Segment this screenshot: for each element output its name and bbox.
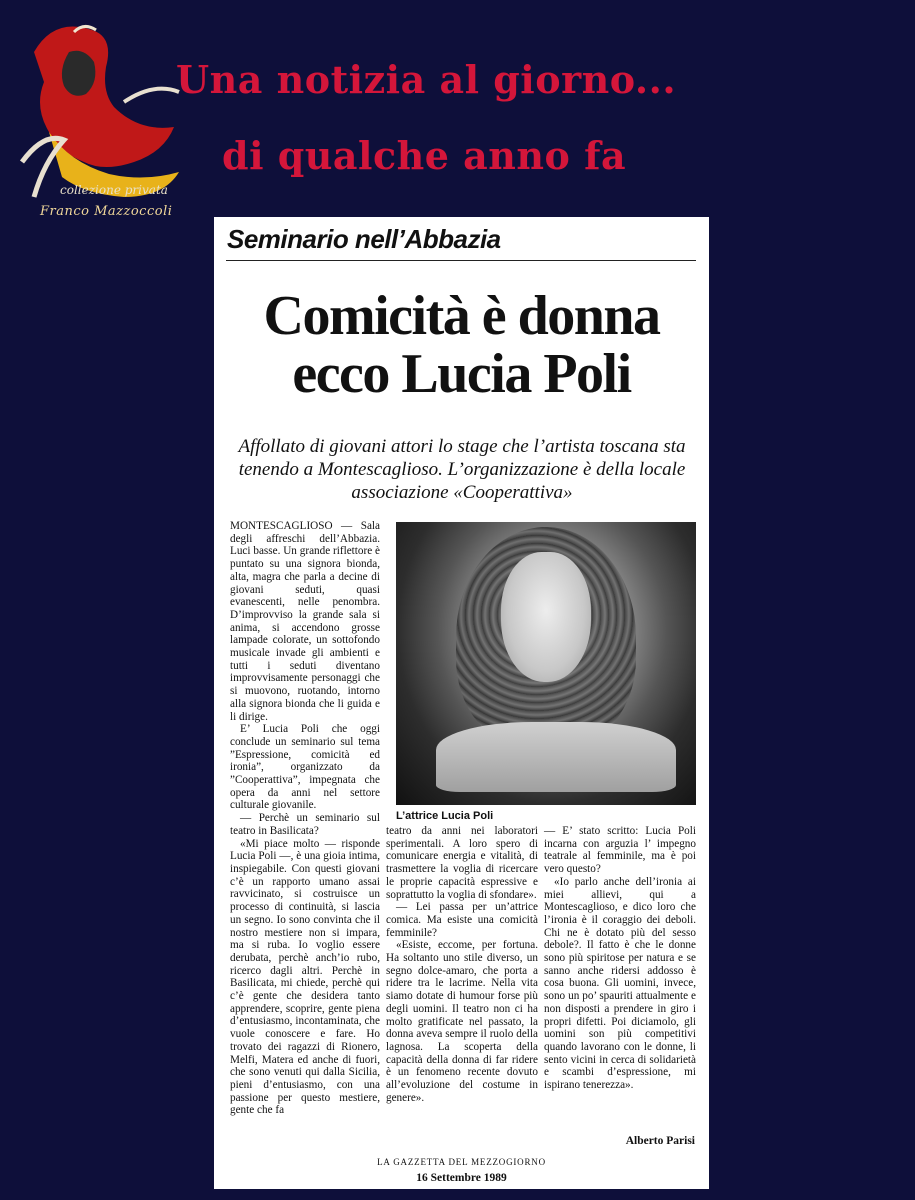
paragraph: teatro da anni nei laboratori sperimentali. A loro spero di comunicare energia e vitalità, di trasmettere la voglia di ricercare le proprie capacità espressive e soprattutto la voglia di sfondare».: [386, 825, 538, 901]
paragraph: — Lei passa per un’attrice comica. Ma esiste una comicità femminile?: [386, 901, 538, 939]
paragraph: — Perchè un seminario sul teatro in Basilicata?: [230, 812, 380, 837]
article-title-line2: ecco Lucia Poli: [292, 343, 631, 405]
page-headline-line1: Una notizia al giorno...: [176, 57, 677, 102]
paragraph: «Esiste, eccome, per fortuna. Ha soltanto uno stile diverso, un segno dolce-amaro, che porta a ridere tra le lacrime. Nella vita siamo dotate di humour forse più degli uomini. Il teatro non ci ha molto gratificate nel passato, la donna aveva sempre il ruolo della lagnosa. La scoperta della capacità della donna di far ridere è un fenomeno recente dovuto all’evoluzione del costume in genere».: [386, 939, 538, 1104]
paragraph: «Mi piace molto — risponde Lucia Poli —, è una gioia intima, inspiegabile. Con questi giovani c’è un rapporto umano assai ravvicinato, si costruisce un processo di continuità, si lascia un segno. Io sono convinta che il nostro mestiere non si impara, ma si ruba. Io voglio essere derubata, perchè anch’io rubo, ricerco dagli altri. Perchè in Basilicata, mi chiede, perchè qui c’è gente che desidera tanto apprendere, scoprire, gente piena d’entusiasmo, incontaminata, che vuole conoscere e fare. Ho trovato dei ragazzi di Rionero, Melfi, Matera ed anche di fuori, che sono venuti qui dalla Sicilia, pieni d’entusiasmo, con una passione per questo mestiere, gente che fa: [230, 837, 380, 1117]
article-column-1: [230, 520, 380, 1140]
article-title-line1: Comicità è donna: [263, 285, 660, 347]
publication-date: 16 Settembre 1989: [416, 1172, 507, 1184]
paragraph: E’ Lucia Poli che oggi conclude un seminario sul tema ”Espressione, comicità ed ironia”, organizzato da ”Cooperattiva”, impegnata che opera da anni nel settore culturale giovanile.: [230, 723, 380, 812]
article-column-3: [544, 825, 696, 1092]
photo-caption: L’attrice Lucia Poli: [396, 810, 494, 822]
logo-caption-collection: collezione privata: [60, 183, 168, 197]
portrait-photo: [396, 522, 696, 805]
article-kicker: Seminario nell’Abbazia: [227, 224, 501, 254]
paragraph: MONTESCAGLIOSO — Sala degli affreschi dell’Abbazia. Luci basse. Un grande riflettore è puntato su una signora bionda, alta, magra che parla a decine di giovani seduti, quasi evanescenti, nelle penombra. D’improvviso la grande sala si anima, si accendono grosse lampade colorate, un sottofondo musicale invade gli ambienti e tutti i seduti diventano improvvisamente personaggi che si muovono, ruotando, intorno alla signora bionda che li guida e li dirige.: [230, 520, 380, 723]
paragraph: «Io parlo anche dell’ironia ai miei allievi, qui a Montescaglioso, e dico loro che l’ironia è il coraggio dei deboli. Chi ne è dotato più del sesso debole?. Il fatto è che le donne sono più spiritose per natura e se sanno anche ridersi addosso è cosa buona. Gli uomini, invece, sono un po’ spauriti attualmente e non disposti a prendere in giro i propri difetti. Poi diciamolo, gli uomini son più competitivi quando lavorano con le donne, li sento vicini in cerca di solidarietà e scambi d’espressione, mi ispirano tenerezza».: [544, 875, 696, 1092]
photo-face: [501, 552, 591, 682]
article-title: [214, 287, 709, 403]
article-column-2: [386, 825, 538, 1150]
article-subtitle: Affollato di giovani attori lo stage che l’artista toscana sta tenendo a Montescaglioso. L’organizzazione è della locale associazione «Cooperattiva»: [238, 436, 686, 503]
photo-arm: [436, 722, 676, 792]
newspaper-clipping: [214, 217, 709, 1189]
page-headline-line2: di qualche anno fa: [222, 133, 627, 178]
article-author: Alberto Parisi: [625, 1135, 695, 1147]
newspaper-masthead: LA GAZZETTA DEL MEZZOGIORNO: [377, 1157, 546, 1167]
kicker-divider: [226, 260, 696, 261]
paragraph: — E’ stato scritto: Lucia Poli incarna con arguzia l’ impegno teatrale al femminile, ma è poi vero questo?: [544, 825, 696, 876]
logo-caption-owner: Franco Mazzoccoli: [40, 204, 173, 219]
